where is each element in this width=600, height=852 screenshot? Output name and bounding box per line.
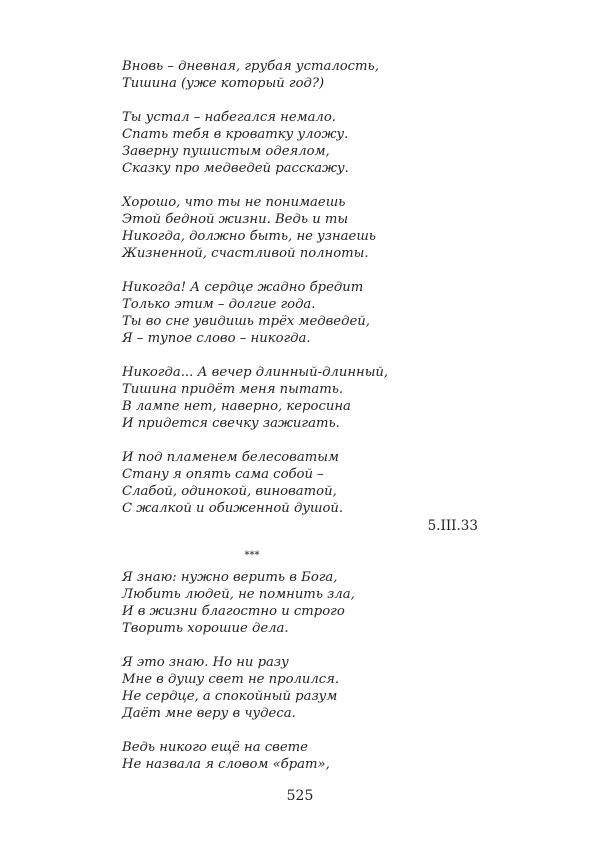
verse-line: Только этим – долгие года.	[122, 297, 316, 312]
verse-line: И под пламенем белесоватым	[122, 450, 339, 465]
verse-line: Я – тупое слово – никогда.	[122, 331, 311, 346]
verse-line: Сказку про медведей расскажу.	[122, 161, 349, 176]
verse-line: Никогда, должно быть, не узнаешь	[122, 229, 376, 244]
verse-line: В лампе нет, наверно, керосина	[122, 399, 351, 414]
page-number: 525	[286, 788, 314, 804]
verse-line: Никогда! А сердце жадно бредит	[122, 280, 364, 295]
verse-line: Мне в душу свет не пролился.	[122, 672, 340, 687]
stanza	[122, 569, 482, 637]
verse-line: Ведь никого ещё на свете	[122, 740, 308, 755]
stanza	[122, 109, 482, 177]
section-separator: ***	[244, 550, 260, 561]
stanza	[122, 58, 482, 92]
verse-line: Любить людей, не помнить зла,	[122, 587, 355, 602]
verse-line: Тишина придёт меня пытать.	[122, 382, 344, 397]
verse-line: Вновь – дневная, грубая усталость,	[122, 59, 379, 74]
verse-line: Слабой, одинокой, виноватой,	[122, 484, 337, 499]
verse-line: И придется свечку зажигать.	[122, 416, 340, 431]
verse-line: Этой бедной жизни. Ведь и ты	[122, 212, 349, 227]
poem-date: 5.III.33	[427, 518, 478, 534]
verse-line: Ты устал – набегался немало.	[122, 110, 336, 125]
verse-line: Я знаю: нужно верить в Бога,	[122, 570, 338, 585]
verse-line: Никогда... А вечер длинный-длинный,	[122, 365, 389, 380]
stanza	[122, 364, 482, 432]
verse-line: Хорошо, что ты не понимаешь	[122, 195, 346, 210]
verse-line: Спать тебя в кроватку уложу.	[122, 127, 349, 142]
verse-line: Тишина (уже который год?)	[122, 76, 325, 91]
verse-line: Творить хорошие дела.	[122, 621, 289, 636]
verse-line: Заверну пушистым одеялом,	[122, 144, 330, 159]
stanza	[122, 654, 482, 722]
verse-line: И в жизни благостно и строго	[122, 604, 345, 619]
stanza	[122, 739, 482, 773]
verse-line: Я это знаю. Но ни разу	[122, 655, 289, 670]
verse-line: Жизненной, счастливой полноты.	[122, 246, 369, 261]
verse-line: Не назвала я словом «брат»,	[122, 757, 330, 772]
stanza	[122, 449, 482, 517]
poem-1	[122, 58, 482, 534]
verse-line: С жалкой и обиженной душой.	[122, 501, 344, 516]
verse-line: Не сердце, а спокойный разум	[122, 689, 338, 704]
stanza	[122, 279, 482, 347]
verse-line: Ты во сне увидишь трёх медведей,	[122, 314, 370, 329]
verse-line: Даёт мне веру в чудеса.	[122, 706, 296, 721]
poem-2	[122, 569, 482, 790]
verse-line: Стану я опять сама собой –	[122, 467, 324, 482]
stanza	[122, 194, 482, 262]
